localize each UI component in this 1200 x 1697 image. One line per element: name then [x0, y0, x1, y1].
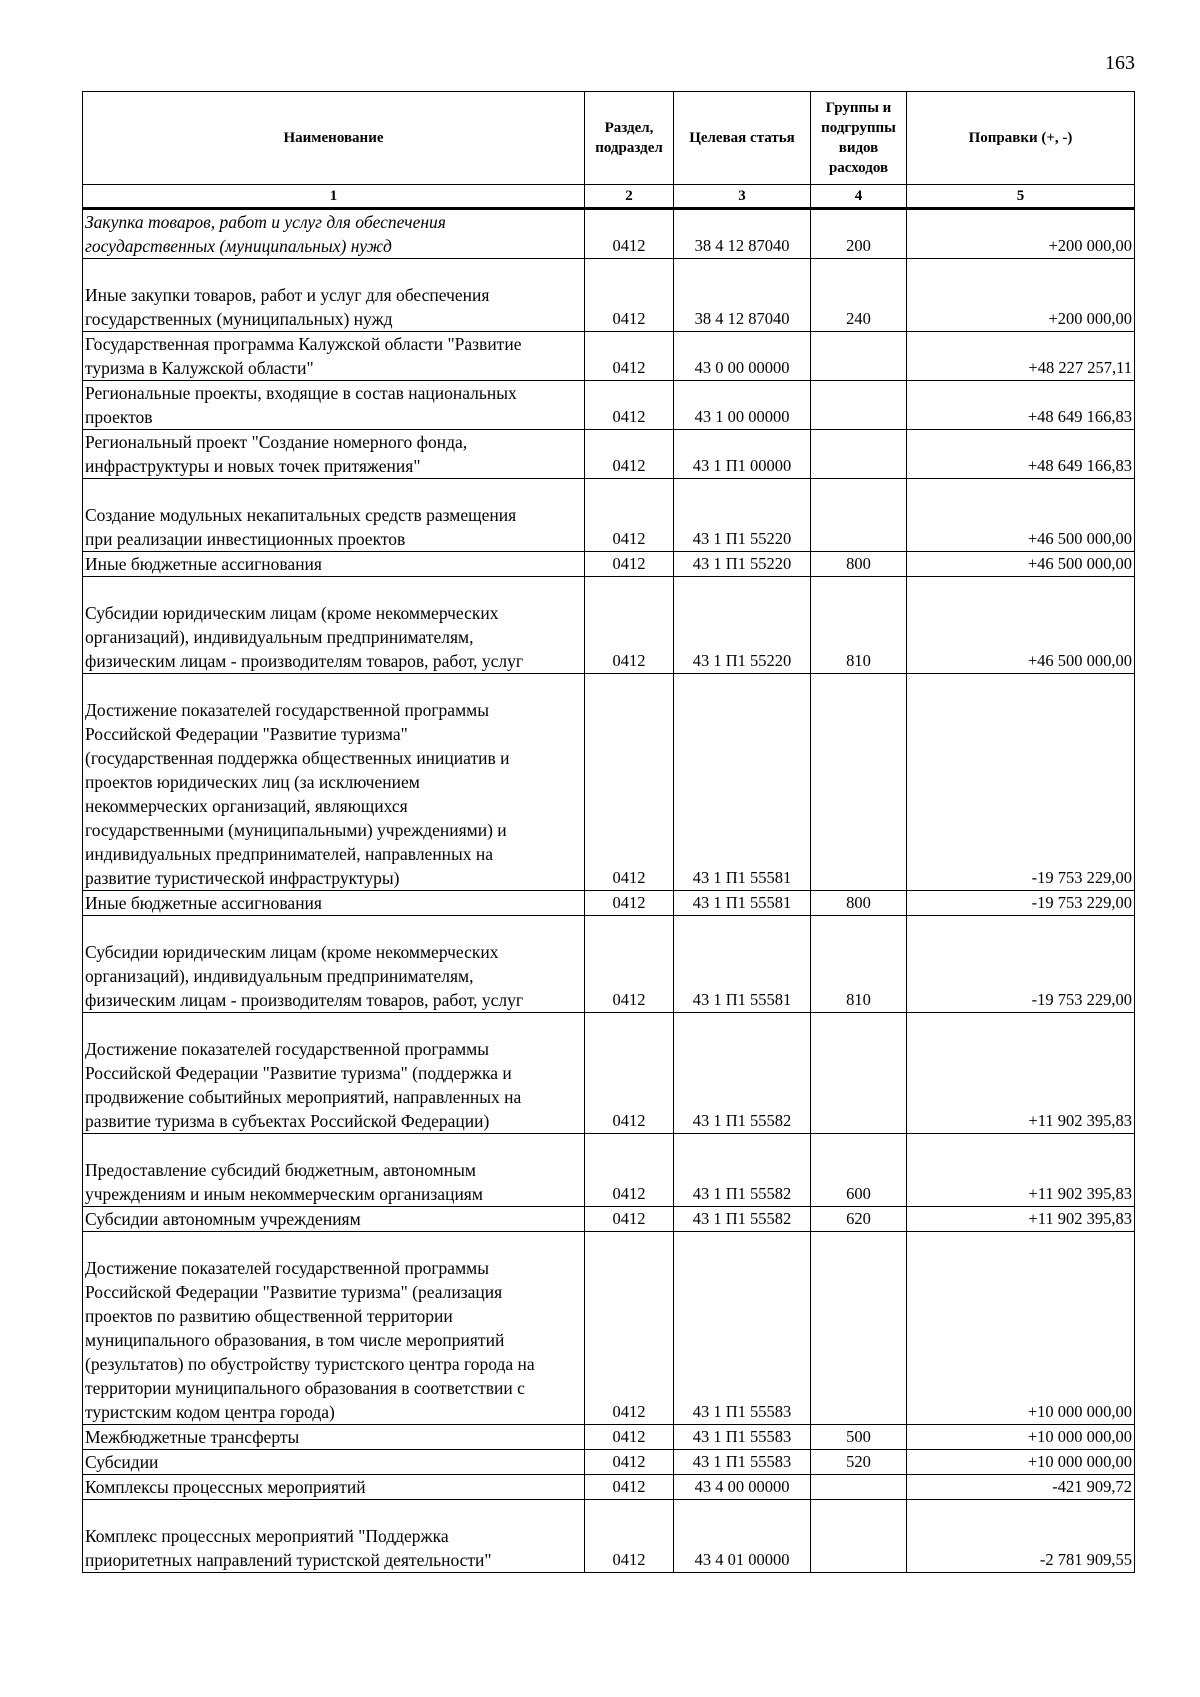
row-name-cell: Субсидии юридическим лицам (кроме некоммерческих организаций), индивидуальным предпринимателям, физическим лицам - производителям товаров, работ, услуг	[83, 577, 585, 674]
row-target-cell: 43 1 П1 00000	[674, 430, 811, 479]
row-amount-cell: +10 000 000,00	[907, 1232, 1135, 1425]
header-section: Раздел, подраздел	[585, 92, 674, 185]
row-amount-cell: +48 649 166,83	[907, 381, 1135, 430]
row-section-cell: 0412	[585, 1207, 674, 1232]
row-target-cell: 43 1 П1 55581	[674, 916, 811, 1013]
row-section-cell: 0412	[585, 1475, 674, 1500]
row-target-cell: 43 4 00 00000	[674, 1475, 811, 1500]
table-row	[83, 1450, 1135, 1475]
table-row	[83, 1475, 1135, 1500]
row-name-cell: Иные бюджетные ассигнования	[83, 891, 585, 916]
row-section-cell: 0412	[585, 916, 674, 1013]
row-section-cell: 0412	[585, 259, 674, 332]
row-name-cell: Комплексы процессных мероприятий	[83, 1475, 585, 1500]
row-amount-cell: -2 781 909,55	[907, 1500, 1135, 1573]
row-name-cell: Субсидии	[83, 1450, 585, 1475]
row-name-cell: Достижение показателей государственной программы Российской Федерации "Развитие туризма" (реализация проектов по развитию общественной территории муниципального образования, в том числе мероприятий (результатов) по обустройству туристского центра города на территории муниципального образования в соответствии с туристским кодом центра города)	[83, 1232, 585, 1425]
row-group-cell: 500	[811, 1425, 907, 1450]
row-name-cell: Межбюджетные трансферты	[83, 1425, 585, 1450]
row-name-cell: Иные бюджетные ассигнования	[83, 552, 585, 577]
row-name-cell: Региональный проект "Создание номерного фонда, инфраструктуры и новых точек притяжения"	[83, 430, 585, 479]
row-group-cell: 620	[811, 1207, 907, 1232]
row-target-cell: 43 1 П1 55583	[674, 1425, 811, 1450]
row-section-cell: 0412	[585, 552, 674, 577]
column-number: 3	[674, 185, 811, 209]
row-group-cell	[811, 1500, 907, 1573]
row-target-cell: 38 4 12 87040	[674, 209, 811, 259]
row-name-cell: Субсидии автономным учреждениям	[83, 1207, 585, 1232]
row-target-cell: 38 4 12 87040	[674, 259, 811, 332]
row-target-cell: 43 1 П1 55583	[674, 1232, 811, 1425]
row-amount-cell: +11 902 395,83	[907, 1207, 1135, 1232]
table-row	[83, 1425, 1135, 1450]
row-amount-cell: +11 902 395,83	[907, 1013, 1135, 1134]
row-section-cell: 0412	[585, 577, 674, 674]
row-amount-cell: -19 753 229,00	[907, 674, 1135, 891]
table-row	[83, 1013, 1135, 1134]
table-row	[83, 1207, 1135, 1232]
row-group-cell	[811, 381, 907, 430]
row-section-cell: 0412	[585, 674, 674, 891]
table-row	[83, 1500, 1135, 1573]
column-number: 5	[907, 185, 1135, 209]
row-target-cell: 43 1 П1 55582	[674, 1134, 811, 1207]
table-row	[83, 552, 1135, 577]
row-target-cell: 43 1 П1 55581	[674, 674, 811, 891]
header-groups: Группы и подгруппы видов расходов	[811, 92, 907, 185]
row-name-cell: Комплекс процессных мероприятий "Поддержка приоритетных направлений туристской деятельности"	[83, 1500, 585, 1573]
row-group-cell: 240	[811, 259, 907, 332]
table-header-row	[83, 92, 1135, 185]
row-amount-cell: +200 000,00	[907, 259, 1135, 332]
row-amount-cell: +10 000 000,00	[907, 1450, 1135, 1475]
row-target-cell: 43 1 П1 55582	[674, 1013, 811, 1134]
row-target-cell: 43 4 01 00000	[674, 1500, 811, 1573]
row-name-cell: Региональные проекты, входящие в состав национальных проектов	[83, 381, 585, 430]
page-number: 163	[1105, 52, 1135, 74]
row-amount-cell: +10 000 000,00	[907, 1425, 1135, 1450]
header-amendments: Поправки (+, -)	[907, 92, 1135, 185]
row-name-cell: Иные закупки товаров, работ и услуг для обеспечения государственных (муниципальных) нужд	[83, 259, 585, 332]
row-section-cell: 0412	[585, 479, 674, 552]
row-amount-cell: -421 909,72	[907, 1475, 1135, 1500]
row-group-cell: 810	[811, 916, 907, 1013]
table-row	[83, 332, 1135, 381]
row-section-cell: 0412	[585, 1134, 674, 1207]
row-group-cell: 810	[811, 577, 907, 674]
row-section-cell: 0412	[585, 891, 674, 916]
row-group-cell: 200	[811, 209, 907, 259]
row-amount-cell: +48 227 257,11	[907, 332, 1135, 381]
row-name-cell: Субсидии юридическим лицам (кроме некоммерческих организаций), индивидуальным предпринимателям, физическим лицам - производителям товаров, работ, услуг	[83, 916, 585, 1013]
row-name-cell: Предоставление субсидий бюджетным, автономным учреждениям и иным некоммерческим организациям	[83, 1134, 585, 1207]
row-name-cell: Создание модульных некапитальных средств размещения при реализации инвестиционных проектов	[83, 479, 585, 552]
row-section-cell: 0412	[585, 1013, 674, 1134]
budget-table	[82, 91, 1135, 1573]
table-row	[83, 479, 1135, 552]
row-name-cell: Достижение показателей государственной программы Российской Федерации "Развитие туризма" (поддержка и продвижение событийных мероприятий, направленных на развитие туризма в субъектах Российской Федерации)	[83, 1013, 585, 1134]
row-group-cell	[811, 332, 907, 381]
row-section-cell: 0412	[585, 209, 674, 259]
row-section-cell: 0412	[585, 1425, 674, 1450]
row-amount-cell: +46 500 000,00	[907, 577, 1135, 674]
table-row	[83, 674, 1135, 891]
row-amount-cell: -19 753 229,00	[907, 916, 1135, 1013]
row-group-cell: 800	[811, 891, 907, 916]
row-name-cell: Закупка товаров, работ и услуг для обеспечения государственных (муниципальных) нужд	[83, 209, 585, 259]
row-target-cell: 43 1 П1 55581	[674, 891, 811, 916]
row-target-cell: 43 1 П1 55220	[674, 577, 811, 674]
row-group-cell: 600	[811, 1134, 907, 1207]
row-section-cell: 0412	[585, 430, 674, 479]
row-group-cell: 800	[811, 552, 907, 577]
table-row	[83, 577, 1135, 674]
row-target-cell: 43 1 П1 55582	[674, 1207, 811, 1232]
header-name: Наименование	[83, 92, 585, 185]
row-target-cell: 43 1 П1 55220	[674, 479, 811, 552]
row-name-cell: Государственная программа Калужской области "Развитие туризма в Калужской области"	[83, 332, 585, 381]
header-target: Целевая статья	[674, 92, 811, 185]
row-group-cell	[811, 1475, 907, 1500]
row-amount-cell: +200 000,00	[907, 209, 1135, 259]
column-number: 2	[585, 185, 674, 209]
row-section-cell: 0412	[585, 1500, 674, 1573]
table-row	[83, 1232, 1135, 1425]
table-row	[83, 259, 1135, 332]
row-amount-cell: +46 500 000,00	[907, 479, 1135, 552]
table-row	[83, 1134, 1135, 1207]
row-target-cell: 43 0 00 00000	[674, 332, 811, 381]
row-amount-cell: +11 902 395,83	[907, 1134, 1135, 1207]
row-target-cell: 43 1 00 00000	[674, 381, 811, 430]
row-amount-cell: +48 649 166,83	[907, 430, 1135, 479]
column-number: 1	[83, 185, 585, 209]
row-group-cell: 520	[811, 1450, 907, 1475]
row-group-cell	[811, 674, 907, 891]
row-section-cell: 0412	[585, 1450, 674, 1475]
row-target-cell: 43 1 П1 55220	[674, 552, 811, 577]
row-group-cell	[811, 430, 907, 479]
row-group-cell	[811, 479, 907, 552]
table-row	[83, 891, 1135, 916]
column-number: 4	[811, 185, 907, 209]
row-amount-cell: -19 753 229,00	[907, 891, 1135, 916]
row-target-cell: 43 1 П1 55583	[674, 1450, 811, 1475]
table-row	[83, 381, 1135, 430]
table-row	[83, 430, 1135, 479]
row-amount-cell: +46 500 000,00	[907, 552, 1135, 577]
row-section-cell: 0412	[585, 332, 674, 381]
row-name-cell: Достижение показателей государственной программы Российской Федерации "Развитие туризма" (государственная поддержка общественных инициатив и проектов юридических лиц (за исключением некоммерческих организаций, являющихся государственными (муниципальными) учреждениями) и индивидуальных предпринимателей, направленных на развитие туристической инфраструктуры)	[83, 674, 585, 891]
row-section-cell: 0412	[585, 381, 674, 430]
row-section-cell: 0412	[585, 1232, 674, 1425]
row-group-cell	[811, 1232, 907, 1425]
column-number-row	[83, 185, 1135, 209]
table-row	[83, 916, 1135, 1013]
row-group-cell	[811, 1013, 907, 1134]
table-row	[83, 209, 1135, 259]
